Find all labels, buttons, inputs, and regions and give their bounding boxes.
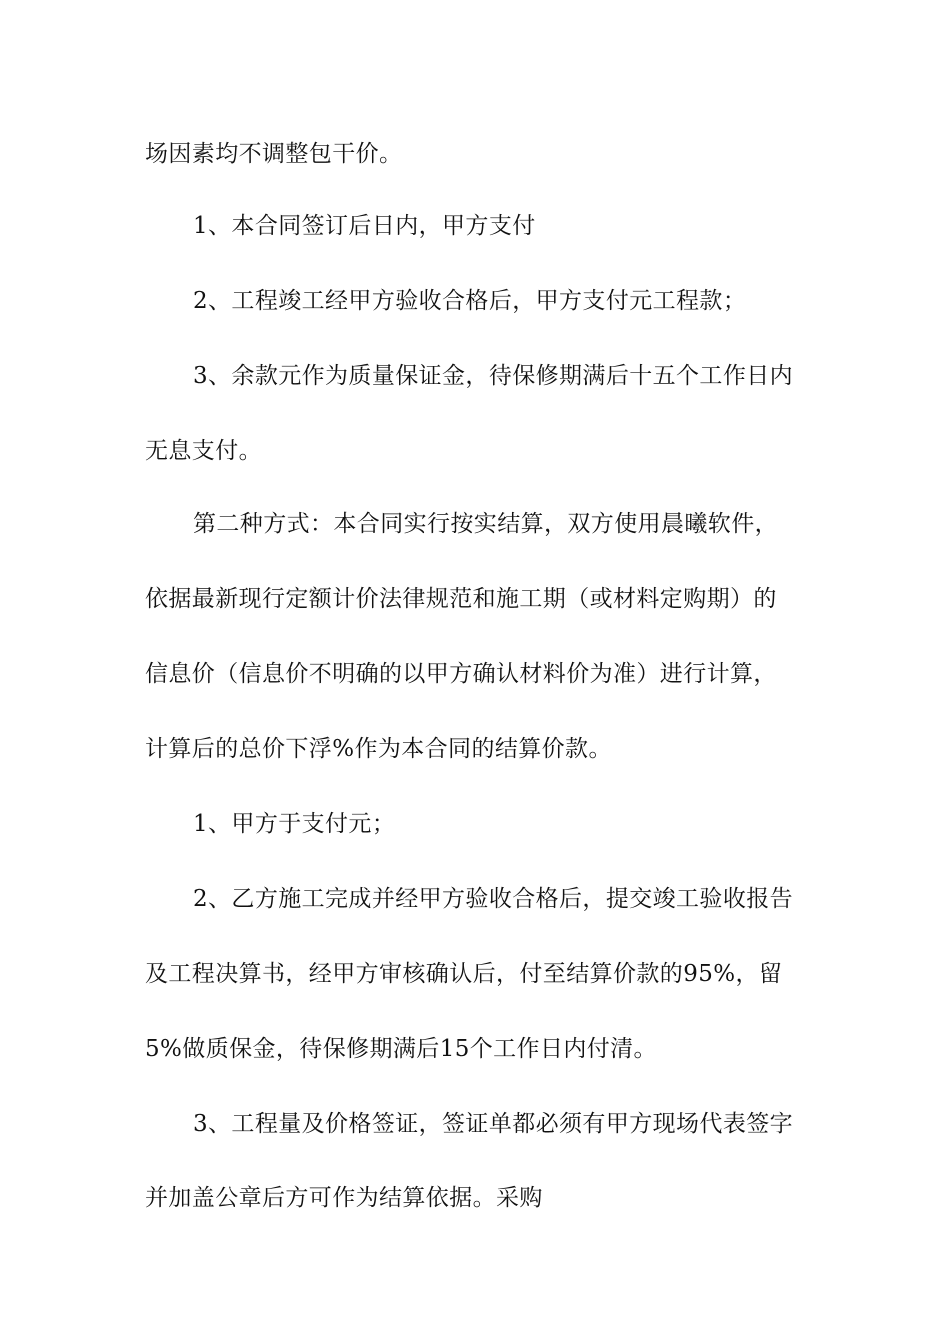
- text-line: 无息支付。: [145, 438, 262, 464]
- text-line: 3、工程量及价格签证，签证单都必须有甲方现场代表签字: [193, 1111, 794, 1137]
- text-line: 场因素均不调整包干价。: [145, 141, 403, 167]
- text-line: 2、乙方施工完成并经甲方验收合格后，提交竣工验收报告: [193, 886, 794, 912]
- text-line: 及工程决算书，经甲方审核确认后，付至结算价款的95%，留: [145, 961, 783, 987]
- text-line: 信息价（信息价不明确的以甲方确认材料价为准）进行计算，: [145, 661, 777, 687]
- text-line: 3、余款元作为质量保证金，待保修期满后十五个工作日内: [193, 363, 794, 389]
- text-line: 第二种方式：本合同实行按实结算，双方使用晨曦软件，: [193, 511, 778, 537]
- text-line: 计算后的总价下浮%作为本合同的结算价款。: [145, 736, 612, 762]
- text-line: 5%做质保金，待保修期满后15个工作日内付清。: [145, 1036, 657, 1062]
- text-line: 并加盖公章后方可作为结算依据。采购: [145, 1185, 543, 1211]
- text-line: 1、本合同签订后日内，甲方支付: [193, 213, 536, 239]
- text-line: 1、甲方于支付元；: [193, 811, 396, 837]
- text-line: 依据最新现行定额计价法律规范和施工期（或材料定购期）的: [145, 586, 777, 612]
- text-line: 2、工程竣工经甲方验收合格后，甲方支付元工程款；: [193, 288, 747, 314]
